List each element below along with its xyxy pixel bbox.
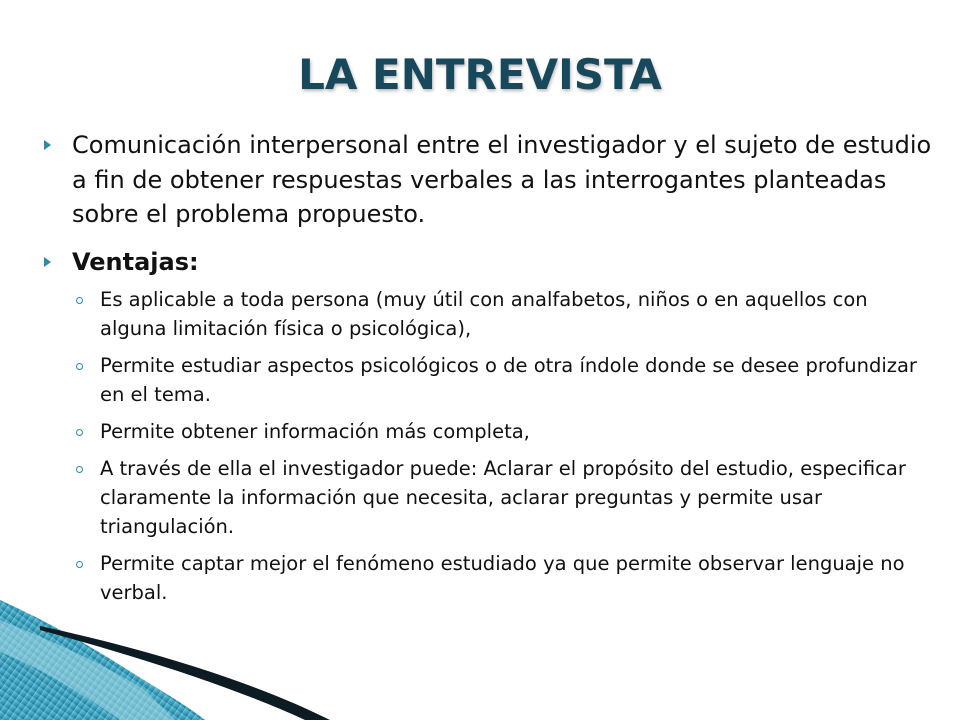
slide-content [42,128,932,615]
bullet-heading: Ventajas: [72,247,199,276]
triangle-bullet-icon [44,257,51,267]
slide-title: LA ENTREVISTA [298,50,662,99]
list-item [42,417,932,446]
ring-bullet-icon [76,561,83,568]
ring-bullet-icon [76,297,83,304]
list-item [42,285,932,343]
bullet-text: Comunicación interpersonal entre el investigador y el sujeto de estudio a fin de obtener respuestas verbales a las interrogantes planteadas sobre el problema propuesto. [72,131,932,228]
ring-bullet-icon [76,429,83,436]
list-item-text: Permite captar mejor el fenómeno estudiado ya que permite observar lenguaje no verbal. [100,552,905,604]
list-item-text: Es aplicable a toda persona (muy útil con analfabetos, niños o en aquellos con alguna limitación física o psicológica), [100,288,868,340]
list-item [42,454,932,541]
ring-bullet-icon [76,466,83,473]
list-item-text: Permite estudiar aspectos psicológicos o de otra índole donde se desee profundizar en el tema. [100,354,917,406]
list-item [42,549,932,607]
list-item-text: Permite obtener información más completa, [100,420,530,443]
ventajas-list [42,285,932,607]
list-item [42,351,932,409]
triangle-bullet-icon [44,140,51,150]
bullet-ventajas [42,245,932,280]
bullet-definition [42,128,932,232]
ring-bullet-icon [76,363,83,370]
list-item-text: A través de ella el investigador puede: Aclarar el propósito del estudio, especificar claramente la información que necesita, aclarar preguntas y permite usar triangulación. [100,457,906,538]
